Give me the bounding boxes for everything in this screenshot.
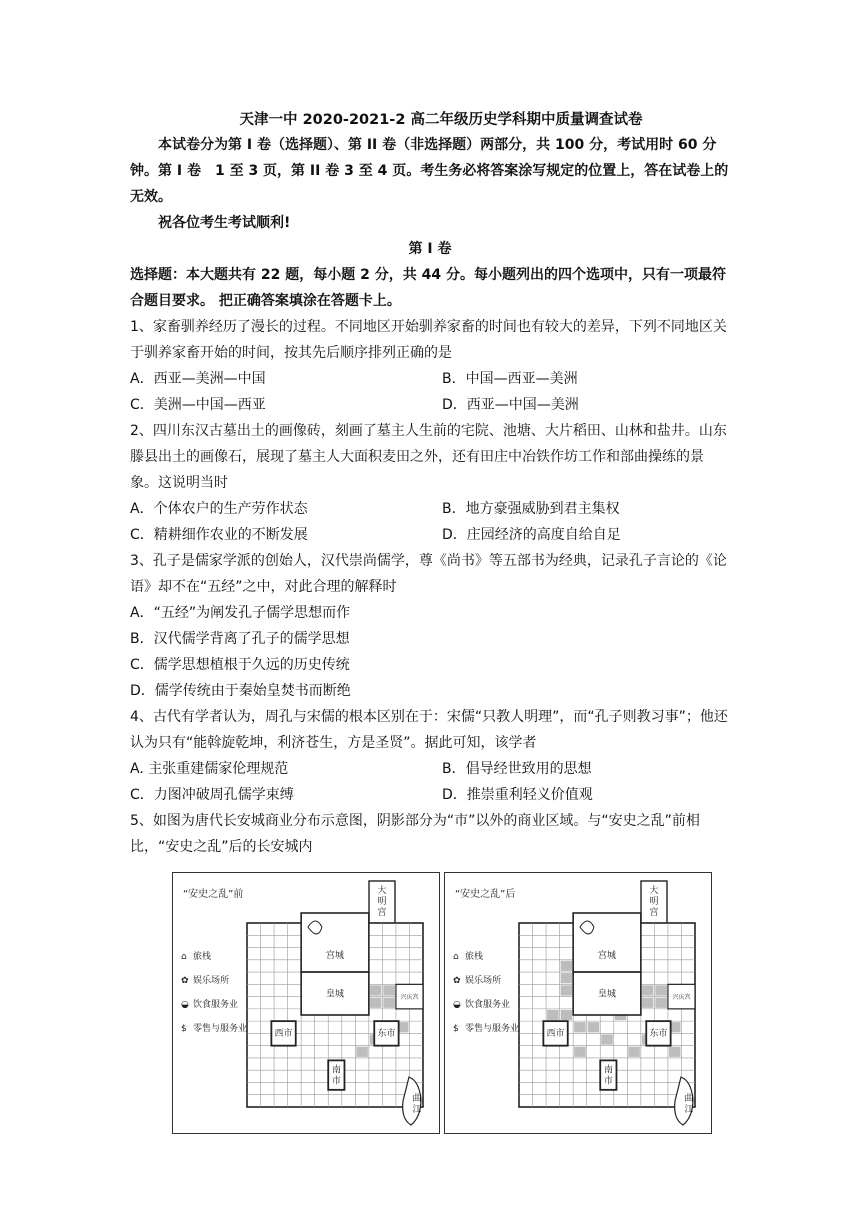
commercial-ward <box>588 1022 600 1032</box>
daming-label: 大 <box>649 886 659 896</box>
daming-label: 明 <box>649 897 659 907</box>
xingqing-label: 兴庆宫 <box>672 994 691 1002</box>
legend-icon: ✿ <box>181 976 189 986</box>
question-2 <box>130 418 730 548</box>
map-panel-before <box>172 872 440 1134</box>
option-d: D．推崇重利轻义价值观 <box>442 787 593 803</box>
qujiang-label: 曲 <box>412 1094 422 1104</box>
question-stem: 4、古代有学者认为，周孔与宋儒的根本区别在于：宋儒“只教人明理”，而“孔子则教习事”；他还认为只有“能斡旋乾坤，利济苍生，方是圣贤”。据此可知，该学者 <box>130 709 728 751</box>
xingqing-label: 兴庆宫 <box>400 994 419 1002</box>
option-a: A．“五经”为阐发孔子儒学思想而作 <box>130 605 351 621</box>
daming-label: 明 <box>377 897 387 907</box>
legend-label: 旅栈 <box>465 952 484 962</box>
commercial-ward <box>561 973 573 983</box>
legend-label: 旅栈 <box>193 952 212 962</box>
daming-label: 大 <box>377 886 387 896</box>
commercial-ward <box>561 985 573 995</box>
commercial-ward <box>383 998 395 1008</box>
commercial-ward <box>383 985 395 995</box>
question-stem: 2、四川东汉古墓出土的画像砖，刻画了墓主人生前的宅院、池塘、大片稻田、山林和盐井。山东滕县出土的画像石，展现了墓主人大面积麦田之外，还有田庄中冶铁作坊工作和部曲操练的景象。这说明当时 <box>130 423 727 491</box>
options-row <box>130 756 730 782</box>
legend-label: 饮食服务业 <box>193 1000 239 1010</box>
imperial-label: 皇城 <box>325 989 345 1000</box>
option-d: D．西亚—中国—美洲 <box>442 397 579 413</box>
option-b: B．中国—西亚—美洲 <box>442 371 578 387</box>
legend-icon: ◒ <box>181 1000 189 1010</box>
palace-city <box>573 913 641 972</box>
commercial-ward <box>642 998 654 1008</box>
west-market-label: 西市 <box>546 1028 565 1039</box>
option-a: A．个体农户的生产劳作状态 <box>130 501 308 517</box>
south-market-label: 市 <box>603 1076 613 1087</box>
map-before-svg <box>173 873 439 1133</box>
south-market-label: 南 <box>331 1065 341 1076</box>
exam-wish: 祝各位考生考试顺利! <box>158 215 291 231</box>
legend-label: 娱乐场所 <box>193 976 230 986</box>
question-5 <box>130 808 730 860</box>
south-market-label: 南 <box>603 1065 613 1076</box>
option-b: B．汉代儒学背离了孔子的儒学思想 <box>130 631 350 647</box>
legend-icon: ⌂ <box>181 952 187 962</box>
section-title: 第 I 卷 <box>408 241 452 257</box>
option-a: A. 主张重建儒家伦理规范 <box>130 761 289 777</box>
option-a: A．西亚—美洲—中国 <box>130 371 266 387</box>
commercial-ward <box>655 985 667 995</box>
legend-icon: ◒ <box>453 1000 461 1010</box>
exam-page <box>130 108 730 860</box>
section-instructions: 选择题：本大题共有 22 题，每小题 2 分，共 44 分。每小题列出的四个选项中，只有一项最符合题目要求。 把正确答案填涂在答题卡上。 <box>130 267 726 309</box>
south-market-label: 市 <box>331 1076 341 1087</box>
options-row <box>130 392 730 418</box>
map-after-svg <box>445 873 711 1133</box>
qujiang-label: 曲 <box>684 1094 694 1104</box>
commercial-ward <box>574 1022 586 1032</box>
question-1 <box>130 314 730 418</box>
daming-label: 宫 <box>377 908 387 918</box>
commercial-ward <box>669 1047 681 1057</box>
palace-label: 宫城 <box>325 950 345 961</box>
legend-icon: $ <box>453 1024 459 1034</box>
commercial-ward <box>655 998 667 1008</box>
imperial-label: 皇城 <box>597 989 617 1000</box>
options-row <box>130 496 730 522</box>
commercial-ward <box>561 961 573 971</box>
legend-icon: ⌂ <box>453 952 459 962</box>
option-c: C．精耕细作农业的不断发展 <box>130 527 308 543</box>
question-stem: 1、家畜驯养经历了漫长的过程。不同地区开始驯养家畜的时间也有较大的差异，下列不同地区关于驯养家畜开始的时间，按其先后顺序排列正确的是 <box>130 319 727 361</box>
page-title: 天津一中 2020-2021-2 高二年级历史学科期中质量调查试卷 <box>239 112 643 128</box>
option-b: B．倡导经世致用的思想 <box>442 761 592 777</box>
options-row <box>130 366 730 392</box>
option-d: D．庄园经济的高度自给自足 <box>442 527 621 543</box>
commercial-ward <box>601 1034 613 1044</box>
commercial-ward <box>574 1047 586 1057</box>
question-stem: 5、如图为唐代长安城商业分布示意图，阴影部分为“市”以外的商业区域。与“安史之乱”前相比，“安史之乱”后的长安城内 <box>130 813 700 855</box>
options-row <box>130 522 730 548</box>
question-3 <box>130 548 730 704</box>
question-stem: 3、孔子是儒家学派的创始人，汉代崇尚儒学，尊《尚书》等五部书为经典，记录孔子言论的《论语》却不在“五经”之中，对此合理的解释时 <box>130 553 727 595</box>
legend-icon: $ <box>181 1024 187 1034</box>
option-c: C．儒学思想植根于久远的历史传统 <box>130 657 350 673</box>
commercial-ward <box>642 985 654 995</box>
question-4 <box>130 704 730 808</box>
east-market-label: 东市 <box>377 1028 396 1039</box>
option-c: C．力图冲破周孔儒学束缚 <box>130 787 294 803</box>
commercial-ward <box>370 985 382 995</box>
map-caption: “安史之乱”后 <box>455 889 516 900</box>
east-market-label: 东市 <box>649 1028 668 1039</box>
daming-label: 宫 <box>649 908 659 918</box>
map-caption: “安史之乱”前 <box>183 889 244 900</box>
option-c: C．美洲—中国—西亚 <box>130 397 266 413</box>
qujiang-label: 江 <box>684 1105 694 1115</box>
legend-label: 零售与服务业 <box>193 1024 248 1034</box>
changan-map-figure <box>172 872 712 1134</box>
legend-label: 饮食服务业 <box>465 1000 511 1010</box>
option-d: D．儒学传统由于秦始皇焚书而断绝 <box>130 683 351 699</box>
commercial-ward <box>547 1010 559 1020</box>
palace-city <box>301 913 369 972</box>
legend-label: 零售与服务业 <box>465 1024 520 1034</box>
west-market-label: 西市 <box>274 1028 293 1039</box>
legend-icon: ✿ <box>453 976 461 986</box>
commercial-ward <box>356 1047 368 1057</box>
commercial-ward <box>370 998 382 1008</box>
options-row <box>130 782 730 808</box>
commercial-ward <box>628 1047 640 1057</box>
palace-label: 宫城 <box>597 950 617 961</box>
exam-intro: 本试卷分为第 I 卷（选择题）、第 II 卷（非选择题）两部分，共 100 分，考试用时 60 分钟。第 I 卷 1 至 3 页，第 II 卷 3 至 4 页。考生务必将答案涂写规定的位置上，答在试卷上的无效。 <box>130 137 729 205</box>
qujiang-label: 江 <box>412 1105 422 1115</box>
option-b: B．地方豪强威胁到君主集权 <box>442 501 620 517</box>
commercial-ward <box>561 1010 573 1020</box>
map-panel-after <box>444 872 712 1134</box>
legend-label: 娱乐场所 <box>465 976 502 986</box>
